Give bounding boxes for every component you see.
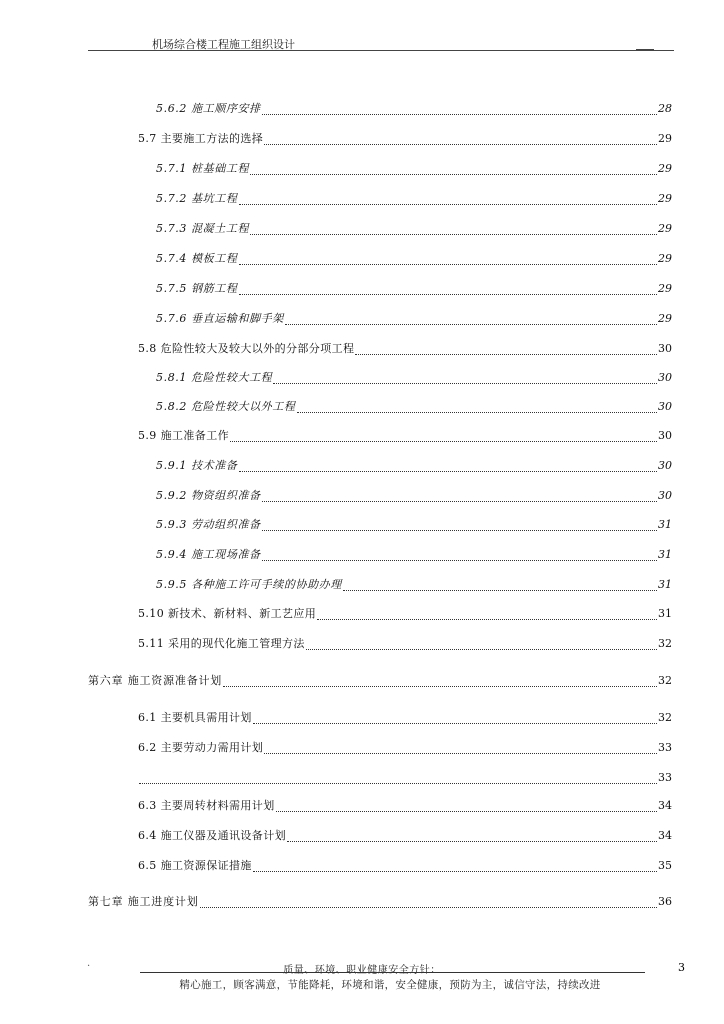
toc-leader-dots (223, 674, 657, 687)
toc-leader-dots (253, 711, 657, 724)
toc-entry[interactable] (138, 606, 672, 622)
toc-entry-title: 5.8.1 危险性较大工程 (156, 371, 273, 384)
toc-entry-page: 31 (658, 578, 672, 591)
toc-entry[interactable] (156, 547, 672, 563)
toc-entry-title: 5.7.1 桩基础工程 (156, 162, 250, 175)
toc-entry[interactable] (156, 458, 672, 474)
toc-leader-dots (276, 799, 657, 812)
toc-entry-page: 32 (658, 711, 672, 724)
toc-entry-page: 29 (658, 312, 672, 325)
toc-entry[interactable] (156, 577, 672, 593)
toc-entry-title: 6.2 主要劳动力需用计划 (138, 741, 264, 754)
toc-entry-page: 30 (658, 342, 672, 355)
toc-entry[interactable] (88, 894, 672, 910)
toc-entry-page: 30 (658, 371, 672, 384)
toc-entry[interactable] (156, 370, 672, 386)
footer-mark: . (87, 958, 91, 969)
toc-entry-title: 5.9.1 技术准备 (156, 459, 238, 472)
toc-entry[interactable] (156, 517, 672, 533)
toc-entry-title: 5.9 施工准备工作 (138, 429, 229, 442)
toc-entry-page: 29 (658, 192, 672, 205)
toc-entry-title: 5.9.3 劳动组织准备 (156, 518, 261, 531)
toc-entry[interactable] (156, 101, 672, 117)
toc-leader-dots (355, 342, 657, 355)
toc-entry-title: 5.8.2 危险性较大以外工程 (156, 400, 296, 413)
toc-entry[interactable] (88, 673, 672, 689)
toc-entry[interactable] (138, 828, 672, 844)
toc-entry-page: 31 (658, 548, 672, 561)
toc-leader-dots (262, 518, 657, 531)
toc-entry-page: 33 (658, 741, 672, 754)
toc-entry-page: 34 (658, 829, 672, 842)
toc-entry-title: 第六章 施工资源准备计划 (88, 674, 223, 687)
toc-entry[interactable] (138, 341, 672, 357)
toc-entry[interactable] (138, 710, 672, 726)
toc-entry-page: 32 (658, 674, 672, 687)
footer-policy-title: 质量、环境、职业健康安全方针： (283, 965, 441, 976)
toc-entry-page: 31 (658, 607, 672, 620)
toc-leader-dots (317, 607, 657, 620)
toc-leader-dots (239, 459, 658, 472)
toc-entry[interactable] (138, 858, 672, 874)
toc-leader-dots (250, 222, 657, 235)
toc-entry-page: 29 (658, 252, 672, 265)
footer-policy-text: 精心施工，顾客满意，节能降耗，环境和谐，安全健康，预防为主，诚信守法，持续改进 (179, 979, 601, 991)
toc-leader-dots (297, 400, 658, 413)
toc-entry[interactable] (156, 251, 672, 267)
toc-leader-dots (262, 102, 657, 115)
toc-leader-dots (262, 548, 657, 561)
toc-entry[interactable] (138, 131, 672, 147)
toc-entry[interactable] (138, 770, 672, 786)
toc-leader-dots (262, 489, 657, 502)
toc-entry-page: 34 (658, 799, 672, 812)
toc-entry-page: 30 (658, 489, 672, 502)
toc-entry-page: 33 (658, 771, 672, 784)
toc-leader-dots (273, 371, 657, 384)
toc-leader-dots (253, 859, 657, 872)
toc-entry-title: 5.7.2 基坑工程 (156, 192, 238, 205)
document-header-title: 机场综合楼工程施工组织设计 (152, 38, 295, 51)
toc-entry[interactable] (156, 161, 672, 177)
toc-entry-page: 29 (658, 162, 672, 175)
toc-leader-dots (230, 429, 657, 442)
toc-leader-dots (287, 829, 657, 842)
toc-entry-title: 6.1 主要机具需用计划 (138, 711, 252, 724)
toc-entry-title: 5.9.5 各种施工许可手续的协助办理 (156, 578, 342, 591)
toc-entry-page: 28 (658, 102, 672, 115)
toc-entry[interactable] (138, 740, 672, 756)
toc-entry-title: 5.11 采用的现代化施工管理方法 (138, 637, 305, 650)
toc-entry-title: 6.3 主要周转材料需用计划 (138, 799, 275, 812)
toc-entry[interactable] (138, 798, 672, 814)
toc-entry-page: 32 (658, 637, 672, 650)
toc-entry[interactable] (138, 428, 672, 444)
footer-rule (140, 972, 645, 973)
toc-entry-page: 30 (658, 459, 672, 472)
toc-entry-page: 31 (658, 518, 672, 531)
toc-entry[interactable] (156, 281, 672, 297)
toc-entry-title: 6.4 施工仪器及通讯设备计划 (138, 829, 286, 842)
toc-entry[interactable] (156, 191, 672, 207)
toc-leader-dots (343, 578, 657, 591)
toc-leader-dots (239, 192, 658, 205)
toc-leader-dots (139, 771, 657, 784)
toc-entry-title: 5.7 主要施工方法的选择 (138, 132, 264, 145)
toc-entry[interactable] (156, 488, 672, 504)
toc-entry-page: 29 (658, 132, 672, 145)
toc-leader-dots (264, 132, 657, 145)
toc-leader-dots (239, 252, 658, 265)
toc-leader-dots (250, 162, 657, 175)
toc-entry[interactable] (156, 399, 672, 415)
toc-entry-page: 29 (658, 282, 672, 295)
toc-leader-dots (285, 312, 657, 325)
toc-entry-page: 36 (658, 895, 672, 908)
toc-leader-dots (239, 282, 658, 295)
toc-entry-title: 6.5 施工资源保证措施 (138, 859, 252, 872)
toc-entry-title: 5.7.3 混凝土工程 (156, 222, 250, 235)
toc-entry[interactable] (156, 311, 672, 327)
toc-entry-title: 5.7.6 垂直运输和脚手架 (156, 312, 284, 325)
toc-entry-title: 5.8 危险性较大及较大以外的分部分项工程 (138, 342, 355, 355)
toc-leader-dots (264, 741, 657, 754)
toc-entry[interactable] (156, 221, 672, 237)
toc-entry-page: 30 (658, 429, 672, 442)
toc-leader-dots (306, 637, 657, 650)
toc-leader-dots (200, 895, 658, 908)
toc-entry-title: 5.7.4 模板工程 (156, 252, 238, 265)
toc-entry-title: 5.9.4 施工现场准备 (156, 548, 261, 561)
toc-entry-page: 30 (658, 400, 672, 413)
toc-entry-page: 35 (658, 859, 672, 872)
toc-entry-title: 5.10 新技术、新材料、新工艺应用 (138, 607, 317, 620)
toc-entry[interactable] (138, 636, 672, 652)
toc-entry-title: 5.6.2 施工顺序安排 (156, 102, 261, 115)
toc-entry-title: 第七章 施工进度计划 (88, 895, 199, 908)
toc-entry-title: 5.9.2 物资组织准备 (156, 489, 261, 502)
toc-entry-title: 5.7.5 钢筋工程 (156, 282, 238, 295)
toc-entry-page: 29 (658, 222, 672, 235)
page-number: 3 (678, 961, 685, 974)
